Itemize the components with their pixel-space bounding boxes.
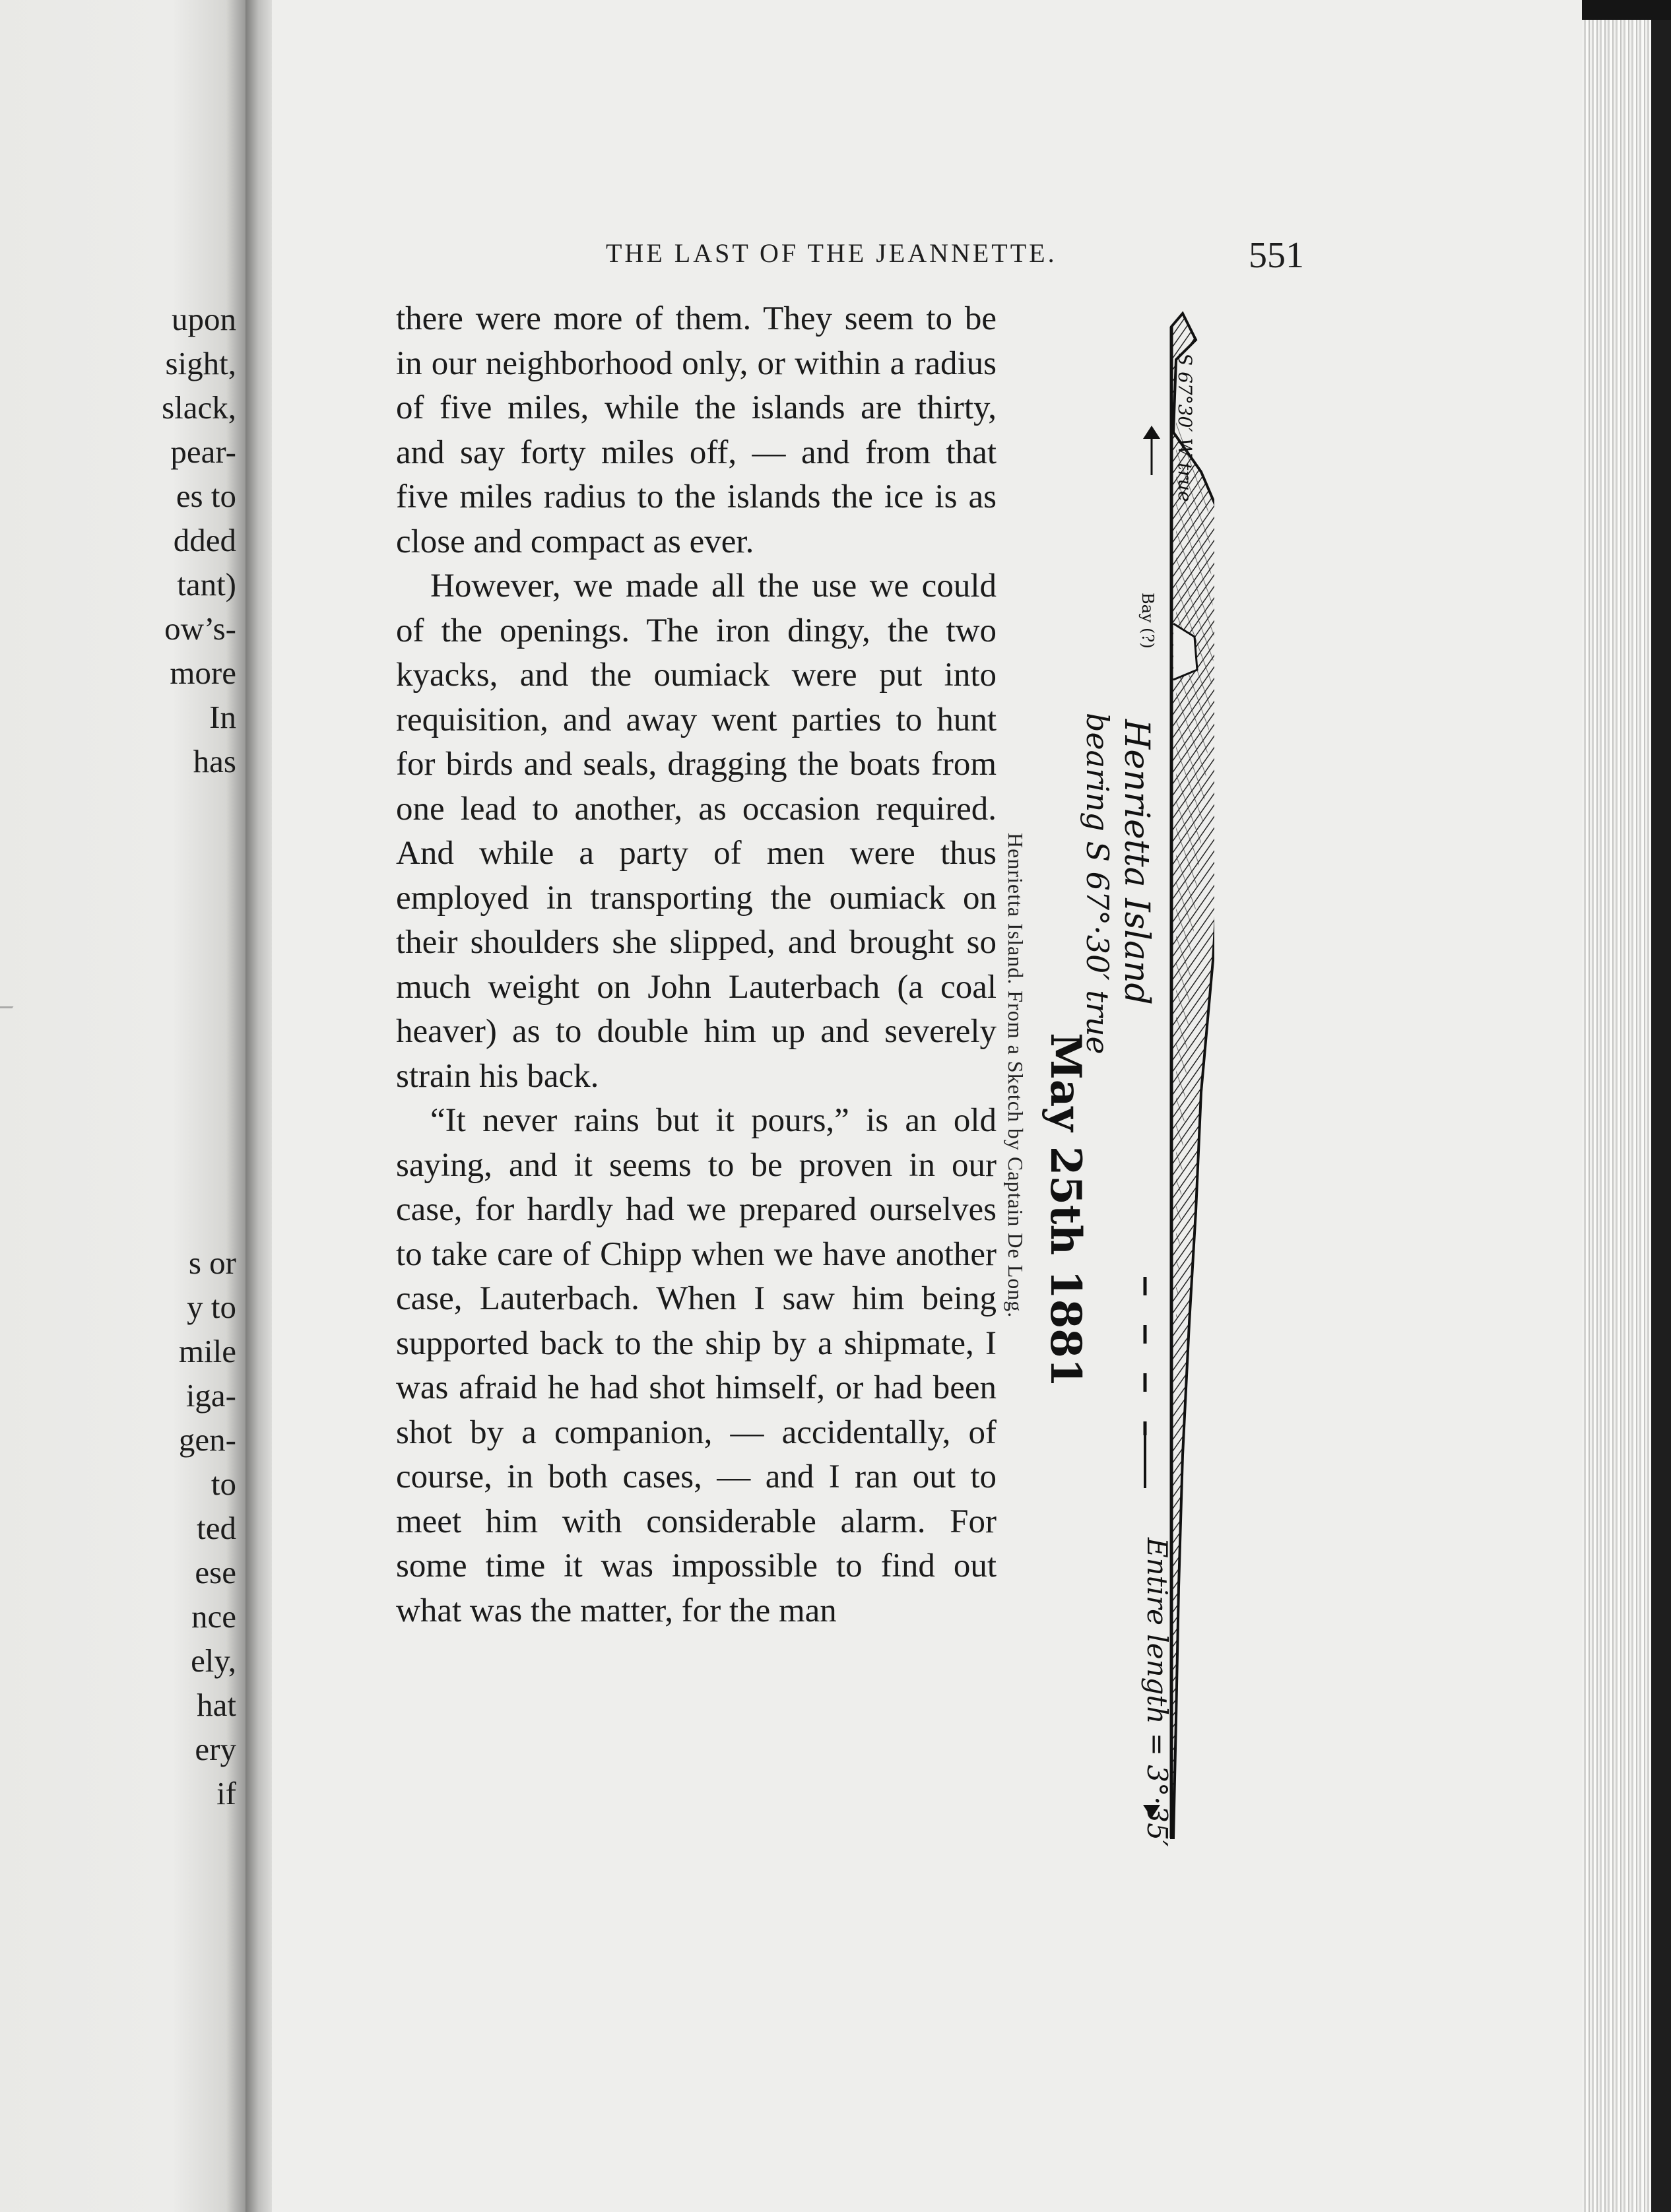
previous-page-line: ery <box>195 1731 236 1767</box>
paragraph: However, we made all the use we could of the openings. The iron dingy, the two kyacks, and the oumiack were put into requisition, and away went parties to hunt for birds and seals, dragging the boats from one lead to another, as occasion required. And while a party of men were thus employed in transporting the oumiack on their shoulders she slipped, and brought so much weight on John Lauterbach (a coal heaver) as to double him up and severely strain his back. <box>396 568 997 1095</box>
handwritten-date: May 25th 1881 <box>1041 1033 1090 1388</box>
previous-page-line: s or <box>188 1245 236 1281</box>
previous-page-line: if <box>216 1775 236 1811</box>
previous-page-line: In <box>209 699 236 735</box>
previous-page <box>0 0 246 2212</box>
previous-page-line: to <box>211 1466 236 1502</box>
handwritten-bearing: bearing S 67°·30′ true <box>1080 713 1115 1055</box>
previous-page-line: has <box>193 743 236 779</box>
body-text <box>396 297 997 1633</box>
previous-page-line: ese <box>195 1554 236 1590</box>
previous-page-line: pear- <box>170 434 236 470</box>
paragraph: there were more of them. They seem to be in our neighborhood only, or within a radius of five miles, while the islands are thirty, and say forty miles off, — and from that five miles radius to the islands the ice is as close and compact as ever. <box>396 300 997 560</box>
page-edges <box>1582 20 1671 2212</box>
previous-page-line: ely, <box>191 1643 236 1679</box>
previous-page-line: slack, <box>162 389 236 426</box>
previous-page-line: gen- <box>178 1421 236 1458</box>
bay-label: Bay (?) <box>1138 593 1157 649</box>
previous-page-line: y to <box>187 1289 236 1325</box>
previous-page-line: sight, <box>165 345 236 381</box>
handwritten-island-name: Henrietta Island <box>1117 719 1156 1005</box>
previous-page-line: hat <box>197 1687 236 1723</box>
previous-page-line: mile <box>178 1333 236 1369</box>
previous-page-line: iga- <box>185 1377 236 1414</box>
book-gutter <box>246 0 272 2212</box>
previous-page-illustration-fragment <box>0 960 46 1008</box>
previous-page-line: dded <box>173 522 236 558</box>
previous-page-line: upon <box>172 301 236 337</box>
running-head: THE LAST OF THE JEANNETTE. <box>606 238 1057 268</box>
page-number: 551 <box>1249 235 1304 276</box>
previous-page-line: more <box>170 655 236 691</box>
previous-page-line: tant) <box>177 566 236 602</box>
previous-page-line: nce <box>191 1598 236 1635</box>
previous-page-line: ted <box>197 1510 236 1546</box>
paragraph: “It never rains but it pours,” is an old saying, and it seems to be proven in our case, for hardly had we prepared ourselves to take care of Chipp when we have another case, Lauterbach. When I saw him being supported back to the ship by a shipmate, I was afraid he had shot himself, or had been shot by a companion, — accidentally, of course, in both cases, — and I ran out to meet him with considerable alarm. For some time it was impossible to find out what was the matter, for the man <box>396 1102 997 1629</box>
previous-page-line: ow’s- <box>164 610 236 647</box>
previous-page-line: es to <box>176 478 236 514</box>
handwritten-top-note: S 67°30′ W true <box>1174 353 1196 502</box>
island-sketch <box>1003 300 1214 1871</box>
handwritten-length: Entire length = 3°·35′ <box>1141 1538 1173 1847</box>
figure-caption: Henrietta Island. From a Sketch by Captain De Long. <box>1004 833 1028 1318</box>
